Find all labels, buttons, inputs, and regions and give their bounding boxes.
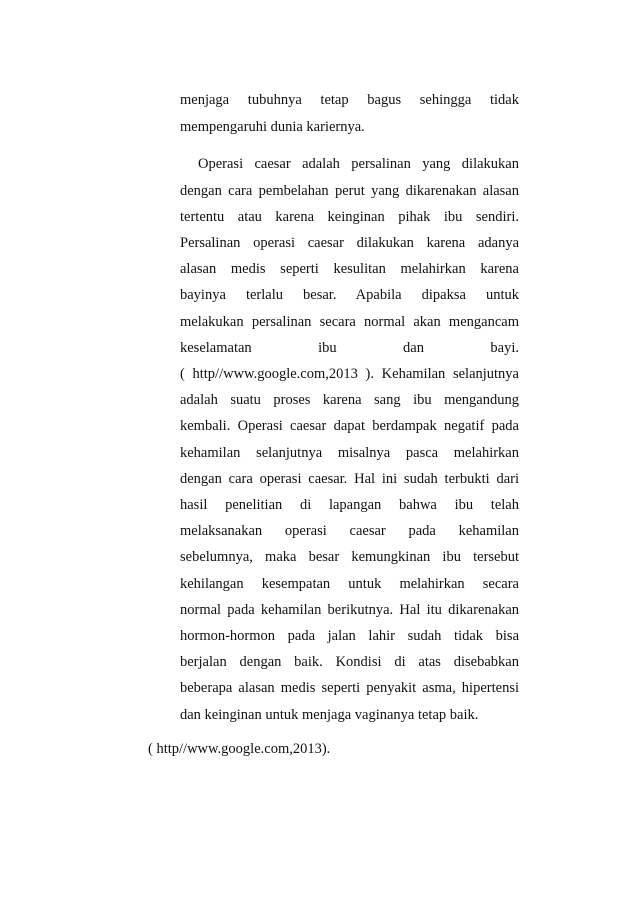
text-line: bayinya terlalu besar. Apabila dipaksa untuk: [180, 287, 519, 303]
text-line: ( http//www.google.com,2013 ). Kehamilan selanjutnya: [180, 366, 519, 382]
text-line: melakukan persalinan secara normal akan mengancam: [180, 314, 519, 330]
citation: ( http//www.google.com,2013).: [148, 741, 331, 757]
text-line: adalah suatu proses karena sang ibu mengandung: [180, 392, 519, 408]
text-line: beberapa alasan medis seperti penyakit asma, hipertensi: [180, 680, 519, 696]
text-line: kehilangan kesempatan untuk melahirkan secara: [180, 576, 519, 592]
text-line: normal pada kehamilan berikutnya. Hal itu dikarenakan: [180, 602, 519, 618]
text-line: kehamilan selanjutnya misalnya pasca melahirkan: [180, 445, 519, 461]
text-line: hormon-hormon pada jalan lahir sudah tidak bisa: [180, 628, 519, 644]
text-line: tertentu atau karena keinginan pihak ibu sendiri.: [180, 209, 519, 225]
text-line: melaksanakan operasi caesar pada kehamilan: [180, 523, 519, 539]
text-line: dan keinginan untuk menjaga vaginanya tetap baik.: [180, 707, 479, 723]
text-line: alasan medis seperti kesulitan melahirkan karena: [180, 261, 519, 277]
text-line: Persalinan operasi caesar dilakukan karena adanya: [180, 235, 519, 251]
text-line: menjaga tubuhnya tetap bagus sehingga tidak: [180, 92, 519, 108]
text-line: mempengaruhi dunia kariernya.: [180, 119, 365, 135]
text-line: Operasi caesar adalah persalinan yang dilakukan: [198, 156, 519, 172]
text-line: keselamatan ibu dan bayi.: [180, 340, 519, 356]
text-line: berjalan dengan baik. Kondisi di atas disebabkan: [180, 654, 519, 670]
text-line: hasil penelitian di lapangan bahwa ibu telah: [180, 497, 519, 513]
text-line: sebelumnya, maka besar kemungkinan ibu tersebut: [180, 549, 519, 565]
text-line: dengan cara pembelahan perut yang dikarenakan alasan: [180, 183, 519, 199]
text-line: dengan cara operasi caesar. Hal ini sudah terbukti dari: [180, 471, 519, 487]
text-line: kembali. Operasi caesar dapat berdampak negatif pada: [180, 418, 519, 434]
